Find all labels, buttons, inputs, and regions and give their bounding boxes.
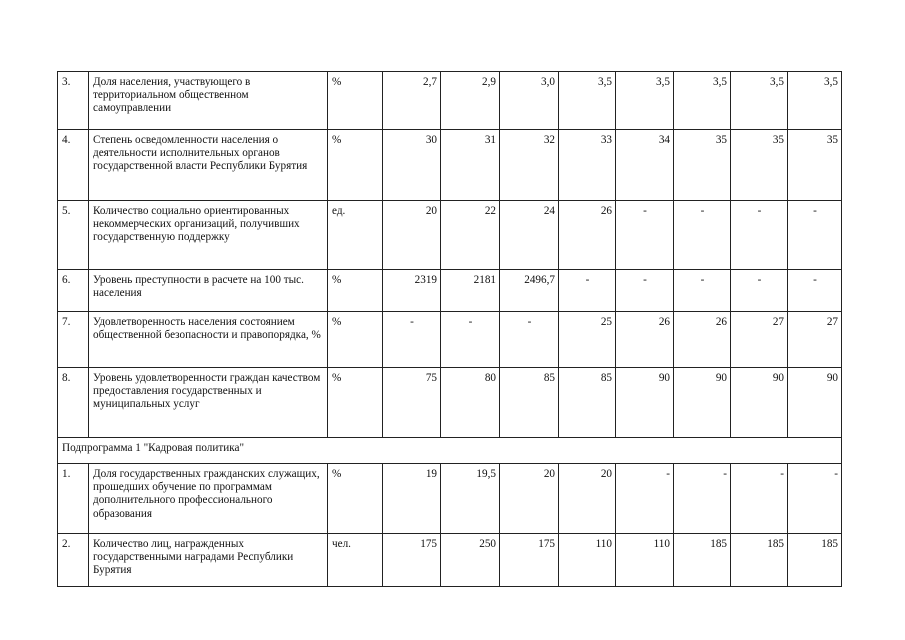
- table-row: [58, 464, 842, 534]
- value-cell: 27: [731, 312, 788, 368]
- value-cell: 26: [674, 312, 731, 368]
- unit-cell: %: [328, 312, 383, 368]
- indicator-name: Уровень удовлетворенности граждан качеством предоставления государственных и муниципальных услуг: [89, 368, 328, 438]
- value-cell: 3,5: [674, 72, 731, 130]
- indicator-name: Удовлетворенность населения состоянием общественной безопасности и правопорядка, %: [89, 312, 328, 368]
- value-cell: -: [616, 201, 674, 270]
- value-cell: -: [788, 201, 842, 270]
- indicator-name: Степень осведомленности населения о деятельности исполнительных органов государственной власти Республики Бурятия: [89, 130, 328, 201]
- value-cell: 110: [616, 534, 674, 587]
- value-cell: 24: [500, 201, 559, 270]
- value-cell: 35: [674, 130, 731, 201]
- value-cell: -: [674, 270, 731, 312]
- value-cell: 20: [559, 464, 616, 534]
- value-cell: 31: [441, 130, 500, 201]
- table-row: [58, 72, 842, 130]
- table-row: [58, 534, 842, 587]
- unit-cell: %: [328, 464, 383, 534]
- value-cell: 2496,7: [500, 270, 559, 312]
- value-cell: 2,9: [441, 72, 500, 130]
- value-cell: -: [674, 201, 731, 270]
- value-cell: 26: [616, 312, 674, 368]
- unit-cell: %: [328, 72, 383, 130]
- value-cell: 185: [788, 534, 842, 587]
- value-cell: 90: [731, 368, 788, 438]
- value-cell: 90: [616, 368, 674, 438]
- indicators-table: [57, 71, 842, 587]
- value-cell: 27: [788, 312, 842, 368]
- section-row: [58, 438, 842, 464]
- value-cell: 175: [383, 534, 441, 587]
- value-cell: 250: [441, 534, 500, 587]
- value-cell: 85: [500, 368, 559, 438]
- value-cell: -: [616, 464, 674, 534]
- value-cell: 26: [559, 201, 616, 270]
- indicator-name: Доля государственных гражданских служащих, прошедших обучение по программам дополнительного профессионального образования: [89, 464, 328, 534]
- value-cell: 35: [731, 130, 788, 201]
- value-cell: 90: [674, 368, 731, 438]
- value-cell: 20: [500, 464, 559, 534]
- row-number: 2.: [58, 534, 89, 587]
- value-cell: 25: [559, 312, 616, 368]
- value-cell: 90: [788, 368, 842, 438]
- value-cell: 3,5: [788, 72, 842, 130]
- value-cell: 185: [731, 534, 788, 587]
- value-cell: -: [788, 270, 842, 312]
- value-cell: 32: [500, 130, 559, 201]
- value-cell: -: [441, 312, 500, 368]
- indicator-name: Количество социально ориентированных некоммерческих организаций, получивших государственную поддержку: [89, 201, 328, 270]
- value-cell: -: [383, 312, 441, 368]
- row-number: 4.: [58, 130, 89, 201]
- value-cell: 3,0: [500, 72, 559, 130]
- indicator-name: Количество лиц, награжденных государственными наградами Республики Бурятия: [89, 534, 328, 587]
- value-cell: -: [500, 312, 559, 368]
- value-cell: 20: [383, 201, 441, 270]
- value-cell: 185: [674, 534, 731, 587]
- table-row: [58, 130, 842, 201]
- value-cell: -: [616, 270, 674, 312]
- value-cell: -: [788, 464, 842, 534]
- value-cell: 35: [788, 130, 842, 201]
- row-number: 5.: [58, 201, 89, 270]
- value-cell: 2319: [383, 270, 441, 312]
- unit-cell: %: [328, 368, 383, 438]
- unit-cell: %: [328, 270, 383, 312]
- unit-cell: ед.: [328, 201, 383, 270]
- value-cell: 33: [559, 130, 616, 201]
- value-cell: 3,5: [731, 72, 788, 130]
- unit-cell: %: [328, 130, 383, 201]
- value-cell: -: [731, 464, 788, 534]
- unit-cell: чел.: [328, 534, 383, 587]
- indicator-name: Доля населения, участвующего в территориальном общественном самоуправлении: [89, 72, 328, 130]
- table-row: [58, 312, 842, 368]
- row-number: 7.: [58, 312, 89, 368]
- value-cell: 2181: [441, 270, 500, 312]
- value-cell: 19: [383, 464, 441, 534]
- value-cell: 3,5: [559, 72, 616, 130]
- value-cell: -: [559, 270, 616, 312]
- row-number: 3.: [58, 72, 89, 130]
- value-cell: 30: [383, 130, 441, 201]
- value-cell: -: [674, 464, 731, 534]
- section-title: Подпрограмма 1 "Кадровая политика": [58, 438, 842, 464]
- value-cell: 80: [441, 368, 500, 438]
- value-cell: 19,5: [441, 464, 500, 534]
- row-number: 1.: [58, 464, 89, 534]
- row-number: 6.: [58, 270, 89, 312]
- value-cell: 34: [616, 130, 674, 201]
- value-cell: 22: [441, 201, 500, 270]
- indicator-name: Уровень преступности в расчете на 100 тыс. населения: [89, 270, 328, 312]
- table-row: [58, 270, 842, 312]
- value-cell: 110: [559, 534, 616, 587]
- value-cell: -: [731, 201, 788, 270]
- value-cell: 3,5: [616, 72, 674, 130]
- value-cell: 175: [500, 534, 559, 587]
- table-row: [58, 201, 842, 270]
- value-cell: -: [731, 270, 788, 312]
- value-cell: 2,7: [383, 72, 441, 130]
- row-number: 8.: [58, 368, 89, 438]
- value-cell: 75: [383, 368, 441, 438]
- value-cell: 85: [559, 368, 616, 438]
- table-row: [58, 368, 842, 438]
